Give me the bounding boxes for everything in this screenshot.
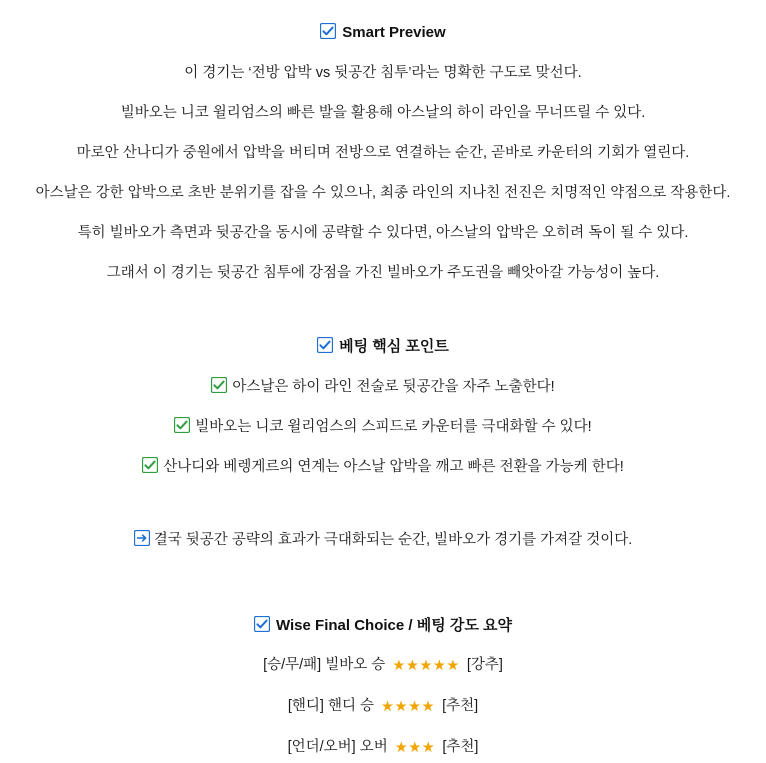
final-choice-heading <box>16 615 750 637</box>
final-choice-row-3-pick: 오버 <box>359 739 388 756</box>
final-choice-row-3-market: [언더/오버] <box>287 739 356 756</box>
check-box-blue-icon <box>254 616 270 632</box>
star-icon: ★ <box>394 740 409 757</box>
star-icon: ★ <box>405 658 420 675</box>
betting-points-heading <box>16 336 750 358</box>
star-icon: ★ <box>381 699 395 716</box>
final-choice-row-2-grade: [추천] <box>442 698 479 715</box>
star-icon: ★ <box>408 699 422 716</box>
betting-point-1 <box>16 377 750 398</box>
final-choice-row-2-pick: 핸디 승 <box>327 698 375 715</box>
final-choice-row-1 <box>16 655 750 677</box>
star-icon: ★ <box>446 658 460 675</box>
betting-point-2 <box>16 417 750 438</box>
smart-preview-heading-text: Smart Preview <box>342 24 446 41</box>
star-icon: ★ <box>419 658 433 675</box>
final-choice-row-2-stars <box>381 697 435 718</box>
betting-points-heading-text: 베팅 핵심 포인트 <box>339 337 449 355</box>
final-choice-row-1-grade: [강추] <box>466 657 503 674</box>
final-choice-row-3-grade: [추천] <box>442 739 479 756</box>
smart-preview-paragraph-2: 빌바오는 니코 윌리엄스의 빠른 발을 활용해 아스날의 하이 라인을 무너뜨릴 수 있다. <box>120 104 646 121</box>
betting-point-1-text: 아스날은 하이 라인 전술로 뒷공간을 자주 노출한다! <box>232 378 555 395</box>
check-box-blue-icon <box>320 23 336 39</box>
star-icon: ★ <box>408 740 422 757</box>
smart-preview-paragraph-3: 마로안 산나디가 중원에서 압박을 버티며 전방으로 연결하는 순간, 곧바로 카운터의 기회가 열린다. <box>76 144 690 161</box>
check-box-blue-icon <box>317 337 333 353</box>
star-icon: ★ <box>421 740 436 757</box>
check-box-green-icon <box>211 377 227 393</box>
final-choice-row-1-pick: 빌바오 승 <box>325 657 386 674</box>
conclusion-text: 결국 뒷공간 공략의 효과가 극대화되는 순간, 빌바오가 경기를 가져갈 것이다. <box>153 531 633 548</box>
final-choice-row-2-market: [핸디] <box>287 698 324 715</box>
smart-preview-paragraph-6: 그래서 이 경기는 뒷공간 침투에 강점을 가진 빌바오가 주도권을 빼앗아갈 가능성이 높다. <box>106 264 660 281</box>
check-box-green-icon <box>174 417 190 433</box>
final-choice-row-2 <box>16 696 750 718</box>
smart-preview-paragraph-1: 이 경기는 ‘전방 압박 vs 뒷공간 침투’라는 명확한 구도로 맞선다. <box>184 64 582 81</box>
check-box-green-icon <box>142 457 158 473</box>
star-icon: ★ <box>392 658 406 675</box>
smart-preview-heading <box>16 22 750 44</box>
star-icon: ★ <box>432 658 447 675</box>
star-icon: ★ <box>394 699 409 716</box>
final-choice-row-3-stars <box>395 738 436 759</box>
conclusion-line <box>16 530 750 551</box>
final-choice-row-1-market: [승/무/패] <box>263 657 322 674</box>
betting-point-2-text: 빌바오는 니코 윌리엄스의 스피드로 카운터를 극대화할 수 있다! <box>195 418 592 435</box>
smart-preview-paragraph-5: 특히 빌바오가 측면과 뒷공간을 동시에 공략할 수 있다면, 아스날의 압박은 오히려 독이 될 수 있다. <box>77 224 689 241</box>
betting-point-3 <box>16 457 750 478</box>
betting-point-3-text: 산나디와 베렝게르의 연계는 아스날 압박을 깨고 빠른 전환을 가능케 한다! <box>163 458 624 475</box>
final-choice-row-1-stars <box>392 656 460 677</box>
final-choice-heading-text: Wise Final Choice / 베팅 강도 요약 <box>275 616 512 634</box>
star-icon: ★ <box>421 699 436 716</box>
arrow-right-blue-icon <box>134 530 149 545</box>
smart-preview-paragraph-4: 아스날은 강한 압박으로 초반 분위기를 잡을 수 있으나, 최종 라인의 지나친 전진은 치명적인 약점으로 작용한다. <box>35 184 731 201</box>
final-choice-row-3 <box>16 737 750 759</box>
